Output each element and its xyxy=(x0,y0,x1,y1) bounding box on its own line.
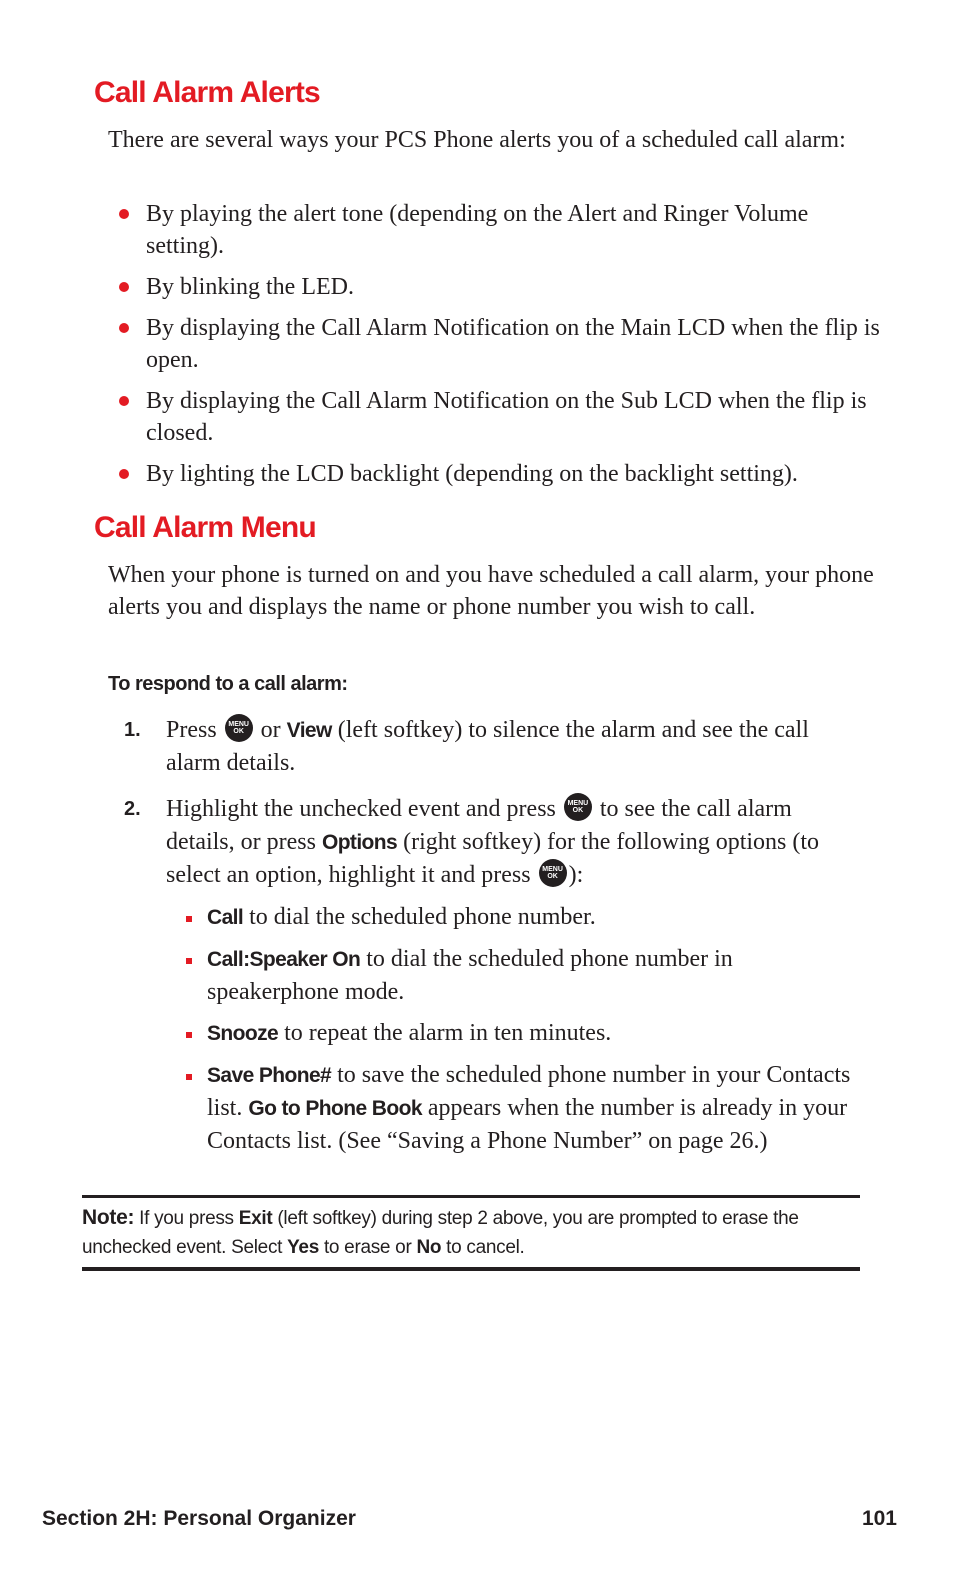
note-label: Note: xyxy=(82,1206,135,1229)
softkey-view: View xyxy=(286,719,332,742)
page-number: 101 xyxy=(861,1507,897,1530)
list-item: By displaying the Call Alarm Notification on the Sub LCD when the flip is closed. xyxy=(108,385,888,449)
square-bullet-icon xyxy=(186,1074,192,1080)
procedure-subheading: To respond to a call alarm: xyxy=(108,673,348,695)
list-item: By blinking the LED. xyxy=(108,271,888,303)
alerts-list xyxy=(108,198,888,490)
option-item: Snooze to repeat the alarm in ten minutes. xyxy=(184,1017,864,1050)
square-bullet-icon xyxy=(186,916,192,922)
option-item: Call to dial the scheduled phone number. xyxy=(184,901,864,934)
menu-ok-key-icon: MENU OK xyxy=(225,714,253,742)
list-item: By lighting the LCD backlight (depending on the backlight setting). xyxy=(108,458,888,490)
option-item: Call:Speaker On to dial the scheduled phone number in speakerphone mode. xyxy=(184,943,864,1008)
options-list xyxy=(184,901,864,1157)
square-bullet-icon xyxy=(186,958,192,964)
alerts-intro: There are several ways your PCS Phone alerts you of a scheduled call alarm: xyxy=(108,127,846,153)
menu-ok-key-icon: MENU OK xyxy=(564,793,592,821)
step-number: 2. xyxy=(124,798,141,820)
menu-ok-key-icon: MENU OK xyxy=(539,859,567,887)
softkey-options: Options xyxy=(321,831,398,854)
bullet-icon xyxy=(119,396,129,406)
list-item: By displaying the Call Alarm Notification on the Main LCD when the flip is open. xyxy=(108,312,888,376)
footer-section-title: Section 2H: Personal Organizer xyxy=(42,1507,356,1530)
bullet-icon xyxy=(119,209,129,219)
menu-intro: When your phone is turned on and you have scheduled a call alarm, your phone alerts you and displays the name or phone number you wish to call. xyxy=(108,562,874,620)
list-item: By playing the alert tone (depending on the Alert and Ringer Volume setting). xyxy=(108,198,888,262)
square-bullet-icon xyxy=(186,1032,192,1038)
bullet-icon xyxy=(119,323,129,333)
note: Note: If you press Exit (left softkey) during step 2 above, you are prompted to erase the unchecked event. Select Yes to erase or No to cancel. xyxy=(82,1206,799,1258)
bullet-icon xyxy=(119,469,129,479)
section-title-call-alarm-alerts: Call Alarm Alerts xyxy=(94,76,320,109)
step-1: Press MENU OK or View (left softkey) to silence the alarm and see the call alarm details. xyxy=(166,714,856,780)
step-number: 1. xyxy=(124,719,141,741)
bullet-icon xyxy=(119,282,129,292)
note-top-rule xyxy=(82,1195,860,1198)
option-item: Save Phone# to save the scheduled phone number in your Contacts list. Go to Phone Book appears when the number is already in your Contacts list. (See “Saving a Phone Number” on page 26.) xyxy=(184,1059,864,1157)
note-bottom-rule xyxy=(82,1267,860,1271)
section-title-call-alarm-menu: Call Alarm Menu xyxy=(94,511,316,544)
step-2: Highlight the unchecked event and press MENU OK to see the call alarm details, or press Options (right softkey) for the following options (to select an option, highlight it and press MENU OK ): xyxy=(166,793,856,892)
